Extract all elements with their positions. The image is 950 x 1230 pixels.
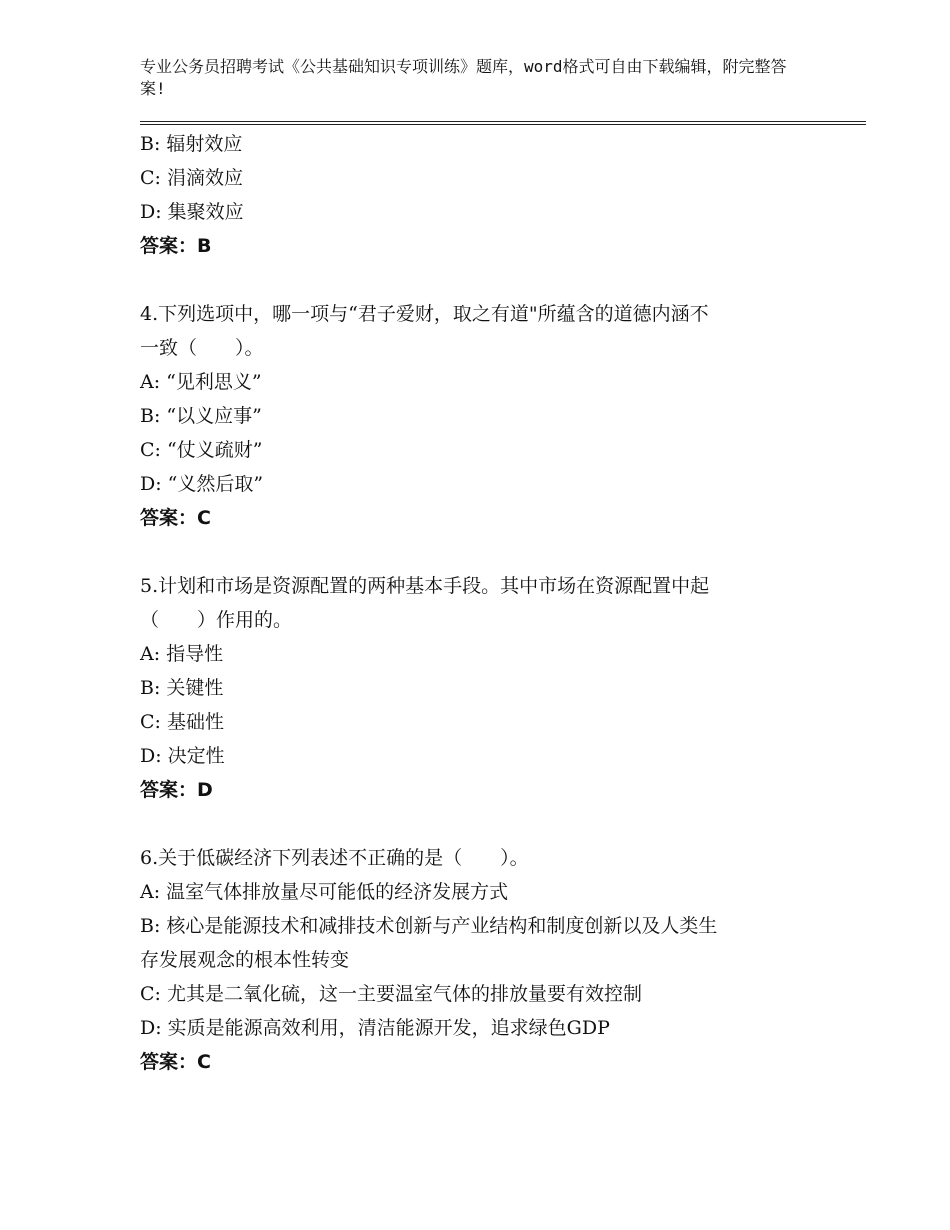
question-stem-continued: （ ）作用的。 xyxy=(140,609,293,631)
question-stem: 4.下列选项中，哪一项与“君子爱财，取之有道"所蕴含的道德内涵不 xyxy=(140,303,709,325)
option-c: C: 涓滴效应 xyxy=(140,167,243,189)
option-a: A: 温室气体排放量尽可能低的经济发展方式 xyxy=(140,881,509,903)
question-4 xyxy=(140,297,820,535)
header-rule-top xyxy=(140,121,866,122)
option-b: B: “以义应事” xyxy=(140,405,262,427)
option-d: D: 实质是能源高效利用，清洁能源开发，追求绿色GDP xyxy=(140,1017,610,1039)
header-rule-bottom xyxy=(140,124,866,125)
page-header: 专业公务员招聘考试《公共基础知识专项训练》题库，word格式可自由下载编辑，附完整答案! xyxy=(140,57,787,98)
question-stem-continued: 一致（ ）。 xyxy=(140,337,264,359)
option-b: B: 关键性 xyxy=(140,677,224,699)
option-d: D: 决定性 xyxy=(140,745,225,767)
option-a: A: 指导性 xyxy=(140,643,224,665)
option-c: C: 基础性 xyxy=(140,711,224,733)
question-stem: 6.关于低碳经济下列表述不正确的是（ ）。 xyxy=(140,847,529,869)
option-c: C: “仗义疏财” xyxy=(140,439,263,461)
option-b: B: 辐射效应 xyxy=(140,133,243,155)
question-6 xyxy=(140,841,820,1079)
answer: 答案：C xyxy=(140,507,211,529)
spacer xyxy=(140,535,820,569)
answer: 答案：C xyxy=(140,1051,211,1073)
option-b: B: 核心是能源技术和减排技术创新与产业结构和制度创新以及人类生 xyxy=(140,915,718,937)
answer: 答案：B xyxy=(140,235,212,257)
option-c: C: 尤其是二氧化硫，这一主要温室气体的排放量要有效控制 xyxy=(140,983,642,1005)
option-d: D: 集聚效应 xyxy=(140,201,244,223)
option-b-continued: 存发展观念的根本性转变 xyxy=(140,949,350,971)
answer: 答案：D xyxy=(140,779,213,801)
option-a: A: “见利思义” xyxy=(140,371,262,393)
question-3-tail xyxy=(140,127,820,263)
document-body xyxy=(140,127,820,1079)
spacer xyxy=(140,263,820,297)
question-5 xyxy=(140,569,820,807)
option-d: D: “义然后取” xyxy=(140,473,264,495)
question-stem: 5.计划和市场是资源配置的两种基本手段。其中市场在资源配置中起 xyxy=(140,575,710,597)
spacer xyxy=(140,807,820,841)
